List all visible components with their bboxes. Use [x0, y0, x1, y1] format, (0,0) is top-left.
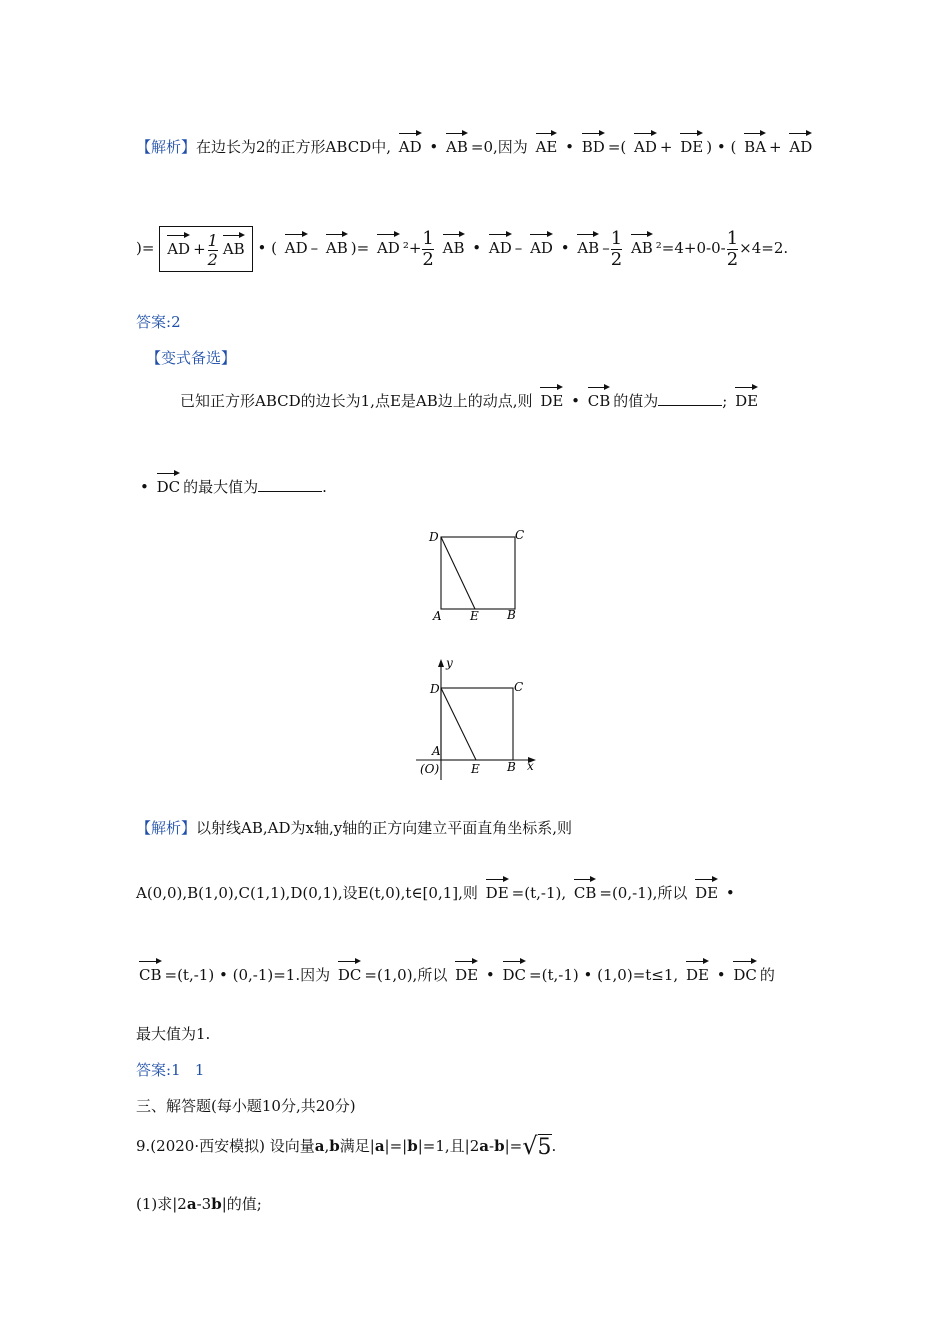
fraction-num: 1	[207, 230, 218, 250]
analysis1-line1	[136, 130, 815, 157]
text: )=	[136, 239, 155, 257]
text: .	[551, 1137, 557, 1155]
text: ²=4+0-0-	[655, 239, 726, 257]
label-E: E	[471, 762, 480, 776]
text: 9.(2020·西安模拟) 设向量	[136, 1137, 315, 1155]
label-A: A	[433, 609, 442, 623]
text: +	[769, 138, 782, 156]
dot: •	[725, 884, 735, 902]
fraction-half	[208, 232, 218, 269]
answer-value: 2	[171, 313, 181, 331]
label-E: E	[470, 609, 479, 623]
dot: •	[140, 478, 149, 496]
vector-AB: AB	[223, 232, 245, 257]
vector-b: b	[407, 1137, 418, 1155]
text: =(0,-1),所以	[599, 884, 688, 902]
vector-DE: DE	[486, 876, 509, 901]
fraction-num: 1	[422, 227, 434, 249]
label-B: B	[507, 608, 516, 622]
answer2	[136, 1060, 204, 1080]
text: (	[271, 239, 277, 257]
question-9	[136, 1132, 557, 1160]
dot: •	[560, 239, 570, 257]
text: |=1,且|2	[417, 1137, 480, 1155]
analysis-label: 【解析】	[136, 819, 197, 837]
segment-DE	[441, 688, 476, 760]
text: –	[602, 239, 610, 257]
fraction-den: 2	[610, 248, 623, 270]
vector-DC: DC	[503, 958, 527, 983]
text: )	[706, 138, 713, 156]
text: |的值;	[221, 1195, 262, 1213]
label-A: A	[432, 744, 441, 758]
analysis1-line2	[136, 226, 788, 272]
square-outline	[441, 537, 515, 609]
text: -3	[196, 1195, 212, 1213]
vector-AB: AB	[631, 231, 653, 256]
vector-a: a	[374, 1137, 385, 1155]
text: =(	[607, 138, 627, 156]
vector-DE: DE	[455, 958, 478, 983]
segment-DE	[441, 537, 475, 609]
vector-AD: AD	[634, 130, 657, 155]
bracket-expression: AD + $\frac{1}{2}$ AB	[159, 226, 252, 272]
vector-AB: AB	[577, 231, 599, 256]
vector-AB: AB	[446, 130, 468, 155]
label-D: D	[430, 682, 440, 696]
vector-AD: AD	[530, 231, 553, 256]
variant-heading-text: 【变式备选】	[146, 349, 237, 367]
fraction-half	[611, 229, 622, 270]
text: .	[322, 478, 327, 496]
text: ;	[722, 392, 728, 410]
label-O: (O)	[420, 762, 440, 776]
vector-DE: DE	[695, 876, 718, 901]
text: A(0,0),B(1,0),C(1,1),D(0,1),设E(t,0),t∈[0,1],则	[136, 884, 478, 902]
figure-coordinates	[410, 656, 540, 780]
answer-value: 1 1	[171, 1061, 205, 1079]
text: 满足|	[339, 1137, 375, 1155]
label-x: x	[527, 759, 534, 773]
answer-blank	[258, 477, 322, 492]
vector-CB: CB	[574, 876, 597, 901]
variant-question-line1	[180, 384, 761, 411]
text: (	[730, 138, 737, 156]
vector-DC: DC	[733, 958, 757, 983]
text: =(t,-1)	[529, 966, 579, 984]
square-outline	[441, 688, 513, 760]
text: 的值为	[613, 392, 659, 410]
fraction-num: 1	[610, 227, 623, 249]
vector-DC: DC	[157, 470, 181, 495]
vector-AB: AB	[443, 231, 465, 256]
y-axis-arrow	[438, 659, 444, 667]
fraction-den: 2	[726, 248, 739, 270]
text: (1,0)=t≤1,	[597, 966, 679, 984]
analysis2-line4	[136, 1024, 210, 1044]
vector-CB: CB	[139, 958, 162, 983]
text: |=|	[384, 1137, 408, 1155]
text: =(t,-1),	[511, 884, 567, 902]
vector-a: a	[479, 1137, 489, 1155]
vector-AB: AB	[326, 231, 348, 256]
dot: •	[472, 239, 482, 257]
text: =0,因为	[470, 138, 528, 156]
text: ,	[324, 1137, 330, 1155]
text: =(1,0),所以	[364, 966, 448, 984]
dot: •	[485, 966, 495, 984]
text: –	[514, 239, 523, 257]
vector-b: b	[494, 1137, 505, 1155]
fraction-num: 1	[726, 227, 739, 249]
vector-AE: AE	[536, 130, 558, 155]
fraction-den: 2	[422, 248, 434, 270]
answer1	[136, 312, 181, 332]
variant-question-line2	[140, 470, 327, 497]
sqrt-expression: √5	[522, 1132, 552, 1160]
text: +	[659, 138, 673, 156]
vector-DE: DE	[540, 384, 563, 409]
dot: •	[565, 138, 574, 156]
dot: •	[257, 239, 267, 257]
vector-DE: DE	[735, 384, 758, 409]
vector-b: b	[211, 1195, 222, 1213]
label-C: C	[515, 528, 525, 542]
vector-DE: DE	[686, 958, 709, 983]
dot: •	[583, 966, 593, 984]
text: 最大值为1.	[136, 1025, 211, 1043]
vector-b: b	[329, 1137, 340, 1155]
vector-AD: AD	[789, 130, 812, 155]
label-D: D	[429, 530, 439, 544]
sqrt-radicand: 5	[537, 1135, 552, 1160]
text: 已知正方形ABCD的边长为1,点E是AB边上的动点,则	[180, 392, 533, 410]
vector-AD: AD	[489, 231, 512, 256]
dot: •	[571, 392, 580, 410]
analysis2-line3	[136, 958, 775, 985]
analysis2-line2	[136, 876, 735, 903]
text: )=	[350, 239, 370, 257]
vector-AD: AD	[285, 231, 308, 256]
dot: •	[716, 966, 726, 984]
answer-blank	[658, 391, 722, 406]
text: |=	[504, 1137, 523, 1155]
label-B: B	[507, 760, 516, 774]
vector-DC: DC	[338, 958, 362, 983]
fraction-half	[727, 229, 738, 270]
label-C: C	[514, 680, 524, 694]
label-y: y	[446, 656, 453, 670]
text: 的最大值为	[183, 478, 259, 496]
text: (0,-1)=1.因为	[232, 966, 331, 984]
analysis2-line1	[136, 818, 572, 838]
text: ²+	[402, 239, 422, 257]
answer-label: 答案:	[136, 313, 172, 331]
text: 以射线AB,AD为x轴,y轴的正方向建立平面直角坐标系,则	[196, 819, 572, 837]
text: –	[310, 239, 319, 257]
vector-a: a	[314, 1137, 325, 1155]
text: -	[489, 1137, 495, 1155]
figure-square	[420, 524, 530, 628]
vector-AD: AD	[167, 232, 190, 257]
question-9-part1	[136, 1194, 262, 1214]
section-title	[136, 1096, 356, 1116]
variant-heading	[146, 348, 236, 368]
vector-AD: AD	[399, 130, 422, 155]
vector-BD: BD	[582, 130, 605, 155]
dot: •	[218, 966, 228, 984]
text: =(t,-1)	[164, 966, 215, 984]
text: 的	[759, 966, 775, 984]
vector-CB: CB	[588, 384, 611, 409]
dot: •	[429, 138, 439, 156]
vector-DE: DE	[680, 130, 703, 155]
analysis1-intro: 在边长为2的正方形ABCD中,	[196, 138, 391, 156]
text: ×4=2.	[739, 239, 789, 257]
text: (1)求|2	[136, 1195, 187, 1213]
answer-label: 答案:	[136, 1061, 172, 1079]
dot: •	[716, 138, 726, 156]
vector-AD: AD	[377, 231, 400, 256]
fraction-den: 2	[207, 249, 218, 269]
fraction-half	[422, 229, 433, 270]
section-title-text: 三、解答题(每小题10分,共20分)	[136, 1097, 356, 1115]
vector-BA: BA	[744, 130, 766, 155]
vector-a: a	[186, 1195, 197, 1213]
analysis-label: 【解析】	[136, 138, 197, 156]
